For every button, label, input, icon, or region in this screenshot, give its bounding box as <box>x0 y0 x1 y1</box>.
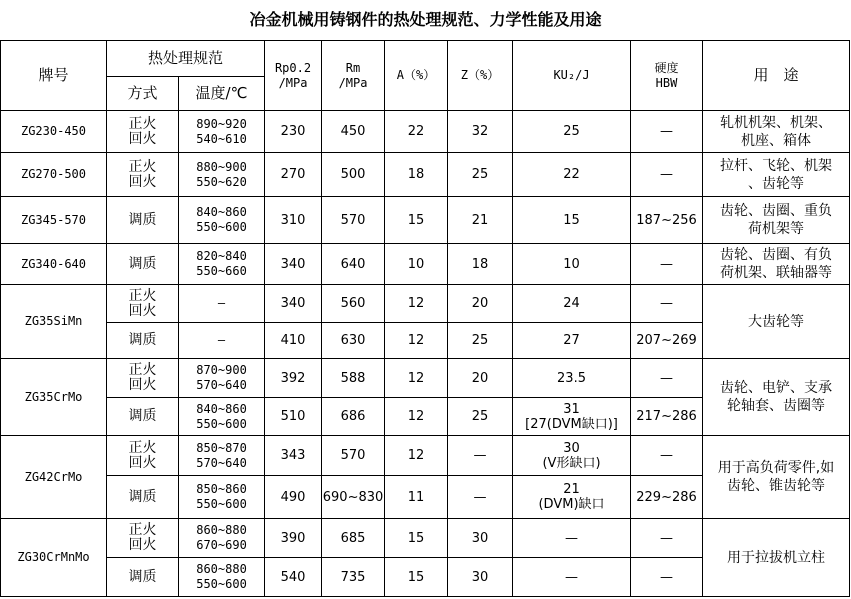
cell-temperature: 850~860 550~600 <box>179 476 265 519</box>
cell-use: 轧机机架、机架、 机座、箱体 <box>703 111 850 153</box>
cell-rm: 570 <box>322 197 385 244</box>
cell-hardness: — <box>631 153 703 197</box>
cell-method: 正火 回火 <box>107 359 179 398</box>
cell-hardness: 187~256 <box>631 197 703 244</box>
header-grade: 牌号 <box>1 41 107 111</box>
cell-z: 25 <box>448 323 513 359</box>
cell-rp: 490 <box>265 476 322 519</box>
header-z: Z（%） <box>448 41 513 111</box>
cell-temperature: 840~860 550~600 <box>179 398 265 436</box>
cell-temperature: 860~880 670~690 <box>179 519 265 558</box>
cell-rm: 686 <box>322 398 385 436</box>
cell-ku: 24 <box>513 285 631 323</box>
cell-rm: 630 <box>322 323 385 359</box>
cell-ku: 25 <box>513 111 631 153</box>
header-row-1 <box>1 41 850 77</box>
cell-a: 12 <box>385 323 448 359</box>
cell-grade: ZG30CrMnMo <box>1 519 107 597</box>
header-use: 用 途 <box>703 41 850 111</box>
cell-method: 正火 回火 <box>107 285 179 323</box>
cell-z: — <box>448 436 513 476</box>
cell-hardness: — <box>631 244 703 285</box>
table-row <box>1 359 850 398</box>
cell-rp: 340 <box>265 285 322 323</box>
cell-z: 30 <box>448 519 513 558</box>
cell-a: 12 <box>385 398 448 436</box>
cell-use: 齿轮、齿圈、重负 荷机架等 <box>703 197 850 244</box>
heat-treatment-table <box>0 40 850 597</box>
cell-ku: — <box>513 519 631 558</box>
cell-hardness: 229~286 <box>631 476 703 519</box>
cell-method: 调质 <box>107 476 179 519</box>
cell-z: 21 <box>448 197 513 244</box>
table-row <box>1 436 850 476</box>
cell-z: 32 <box>448 111 513 153</box>
cell-grade: ZG345-570 <box>1 197 107 244</box>
table-row <box>1 111 850 153</box>
cell-use: 齿轮、电铲、支承 轮轴套、齿圈等 <box>703 359 850 436</box>
cell-rm: 450 <box>322 111 385 153</box>
table-row <box>1 197 850 244</box>
cell-a: 12 <box>385 436 448 476</box>
cell-use: 大齿轮等 <box>703 285 850 359</box>
table-row <box>1 519 850 558</box>
cell-hardness: — <box>631 436 703 476</box>
cell-temperature: 850~870 570~640 <box>179 436 265 476</box>
cell-rm: 735 <box>322 558 385 597</box>
cell-temperature: 820~840 550~660 <box>179 244 265 285</box>
cell-method: 调质 <box>107 558 179 597</box>
cell-temperature: 880~900 550~620 <box>179 153 265 197</box>
cell-ku: 10 <box>513 244 631 285</box>
cell-z: — <box>448 476 513 519</box>
cell-hardness: 207~269 <box>631 323 703 359</box>
cell-grade: ZG270-500 <box>1 153 107 197</box>
cell-a: 10 <box>385 244 448 285</box>
cell-hardness: 217~286 <box>631 398 703 436</box>
cell-rp: 392 <box>265 359 322 398</box>
cell-ku: 30 (V形缺口) <box>513 436 631 476</box>
cell-rp: 410 <box>265 323 322 359</box>
header-rm: Rm /MPa <box>322 41 385 111</box>
table-body <box>1 41 850 597</box>
cell-z: 20 <box>448 285 513 323</box>
cell-use: 齿轮、齿圈、有负 荷机架、联轴器等 <box>703 244 850 285</box>
cell-temperature: 890~920 540~610 <box>179 111 265 153</box>
cell-ku: 27 <box>513 323 631 359</box>
cell-z: 20 <box>448 359 513 398</box>
cell-a: 15 <box>385 519 448 558</box>
cell-temperature: — <box>179 323 265 359</box>
cell-ku: 21 (DVM)缺口 <box>513 476 631 519</box>
cell-rp: 343 <box>265 436 322 476</box>
header-hardness: 硬度 HBW <box>631 41 703 111</box>
cell-use: 拉杆、飞轮、机架 、齿轮等 <box>703 153 850 197</box>
header-method: 方式 <box>107 77 179 111</box>
page-title: 冶金机械用铸钢件的热处理规范、力学性能及用途 <box>249 10 602 29</box>
cell-rp: 510 <box>265 398 322 436</box>
table-row <box>1 244 850 285</box>
cell-grade: ZG42CrMo <box>1 436 107 519</box>
cell-hardness: — <box>631 111 703 153</box>
cell-rm: 500 <box>322 153 385 197</box>
cell-a: 22 <box>385 111 448 153</box>
header-rp: Rp0.2 /MPa <box>265 41 322 111</box>
cell-ku: — <box>513 558 631 597</box>
cell-hardness: — <box>631 359 703 398</box>
cell-grade: ZG340-640 <box>1 244 107 285</box>
cell-rm: 560 <box>322 285 385 323</box>
cell-temperature: 860~880 550~600 <box>179 558 265 597</box>
cell-hardness: — <box>631 558 703 597</box>
cell-a: 12 <box>385 359 448 398</box>
cell-method: 正火 回火 <box>107 436 179 476</box>
header-temperature: 温度/℃ <box>179 77 265 111</box>
cell-rp: 230 <box>265 111 322 153</box>
header-ku: KU₂/J <box>513 41 631 111</box>
cell-rm: 588 <box>322 359 385 398</box>
header-heat-treatment: 热处理规范 <box>107 41 265 77</box>
cell-rp: 540 <box>265 558 322 597</box>
cell-method: 调质 <box>107 197 179 244</box>
cell-a: 15 <box>385 197 448 244</box>
cell-hardness: — <box>631 285 703 323</box>
cell-a: 11 <box>385 476 448 519</box>
cell-rp: 340 <box>265 244 322 285</box>
cell-a: 15 <box>385 558 448 597</box>
cell-temperature: 840~860 550~600 <box>179 197 265 244</box>
cell-method: 正火 回火 <box>107 153 179 197</box>
cell-ku: 23.5 <box>513 359 631 398</box>
cell-grade: ZG35SiMn <box>1 285 107 359</box>
cell-ku: 22 <box>513 153 631 197</box>
cell-z: 18 <box>448 244 513 285</box>
cell-grade: ZG35CrMo <box>1 359 107 436</box>
cell-rm: 690~830 <box>322 476 385 519</box>
header-a: A（%） <box>385 41 448 111</box>
cell-a: 12 <box>385 285 448 323</box>
cell-method: 正火 回火 <box>107 519 179 558</box>
cell-method: 正火 回火 <box>107 111 179 153</box>
cell-z: 25 <box>448 153 513 197</box>
table-row <box>1 285 850 323</box>
cell-rp: 270 <box>265 153 322 197</box>
cell-use: 用于拉拔机立柱 <box>703 519 850 597</box>
cell-rm: 685 <box>322 519 385 558</box>
cell-method: 调质 <box>107 323 179 359</box>
cell-ku: 15 <box>513 197 631 244</box>
cell-method: 调质 <box>107 398 179 436</box>
cell-ku: 31 [27(DVM缺口)] <box>513 398 631 436</box>
cell-grade: ZG230-450 <box>1 111 107 153</box>
cell-hardness: — <box>631 519 703 558</box>
cell-rp: 390 <box>265 519 322 558</box>
cell-temperature: — <box>179 285 265 323</box>
cell-z: 25 <box>448 398 513 436</box>
cell-z: 30 <box>448 558 513 597</box>
cell-rp: 310 <box>265 197 322 244</box>
cell-rm: 570 <box>322 436 385 476</box>
table-row <box>1 153 850 197</box>
cell-rm: 640 <box>322 244 385 285</box>
cell-temperature: 870~900 570~640 <box>179 359 265 398</box>
cell-method: 调质 <box>107 244 179 285</box>
cell-a: 18 <box>385 153 448 197</box>
cell-use: 用于高负荷零件,如 齿轮、锥齿轮等 <box>703 436 850 519</box>
